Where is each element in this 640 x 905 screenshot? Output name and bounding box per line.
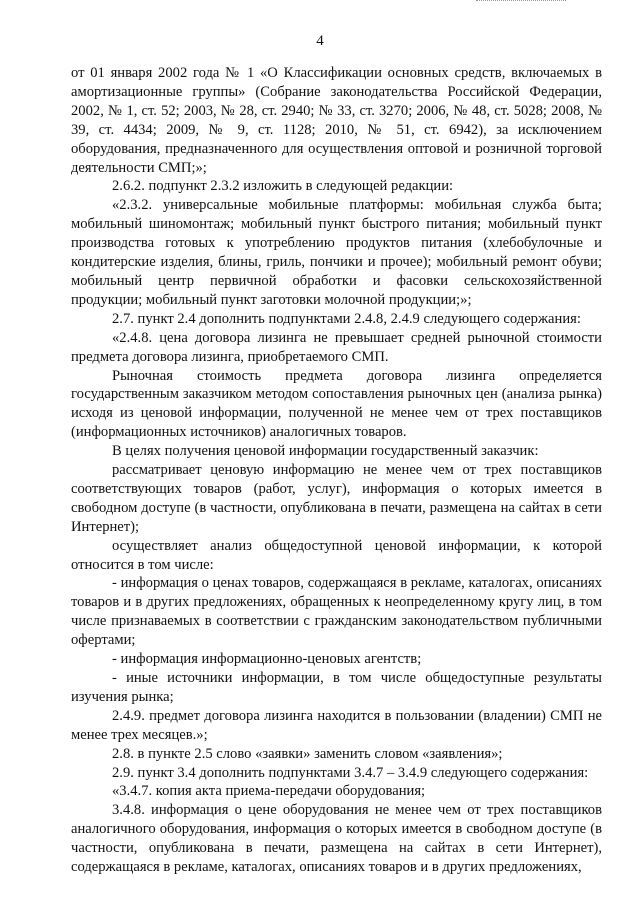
page-number: 4 — [316, 33, 324, 49]
scan-edge-mark — [476, 0, 566, 2]
paragraph-3-4-7: «3.4.7. копия акта приема-передачи оборудования; — [112, 783, 426, 800]
paragraph-price-info-purpose: В целях получения ценовой информации государственный заказчик: — [112, 443, 539, 460]
paragraph-2-6-2: 2.6.2. подпункт 2.3.2 изложить в следующей редакции: — [112, 178, 454, 195]
list-item-other-sources: - иные источники информации, в том числе общедоступные результаты изучения рынка; — [71, 670, 602, 705]
paragraph-2-7: 2.7. пункт 2.4 дополнить подпунктами 2.4.8, 2.4.9 следующего содержания: — [112, 310, 581, 327]
paragraph-analyzes-public-info: осуществляет анализ общедоступной ценовой информации, к которой относится в том числе: — [71, 537, 602, 573]
paragraph-2-4-9: 2.4.9. предмет договора лизинга находится в пользовании (владении) СМП не менее трех месяцев.»; — [71, 707, 602, 743]
paragraph-3-4-8: 3.4.8. информация о цене оборудования не менее чем от трех поставщиков аналогичного оборудования, информация о которых имеется в свободном доступе (в частности, опубликована в печати, размещена на сайтах в сети Интернет), содержащаяся в рекламе, каталогах, описаниях товаров и в других предложениях, — [71, 802, 602, 876]
paragraph-classification-reference: от 01 января 2002 года № 1 «О Классификации основных средств, включаемых в амортизационные группы» (Собрание законодательства Российской Федерации, 2002, № 1, ст. 52; 2003, № 28, ст. 2940; № 33, ст. 3270; 2006, № 48, ст. 5028; 2008, № 39, ст. 4434; 2009, № 9, ст. 1128; 2010, № 51, ст. 6942), за исключением оборудования, предназначенного для осуществления оптовой и розничной торговой деятельности СМП;»; — [71, 65, 602, 176]
paragraph-reviews-price-info: рассматривает ценовую информацию не менее чем от трех поставщиков соответствующих товаров (работ, услуг), информация о которых имеется в свободном доступе (в частности, опубликована в печати, размещена на сайтах в сети Интернет); — [71, 462, 602, 535]
paragraph-2-8: 2.8. в пункте 2.5 слово «заявки» заменить словом «заявления»; — [112, 745, 503, 762]
document-body — [71, 64, 602, 877]
paragraph-2-4-8-leasing-price: «2.4.8. цена договора лизинга не превышает средней рыночной стоимости предмета договора лизинга, приобретаемого СМП. — [71, 329, 602, 365]
paragraph-2-3-2-mobile-platforms: «2.3.2. универсальные мобильные платформы: мобильная служба быта; мобильный шиномонтаж; мобильный пункт быстрого питания; мобильный пункт производства готовых к употреблению продуктов питания (хлебобулочные и кондитерские изделия, блины, гриль, пончики и прочее); мобильный ремонт обуви; мобильный центр первичной обработки и фасовки сельскохозяйственной продукции; мобильный пункт заготовки молочной продукции;»; — [71, 197, 602, 308]
paragraph-2-9: 2.9. пункт 3.4 дополнить подпунктами 3.4.7 – 3.4.9 следующего содержания: — [112, 764, 589, 781]
paragraph-market-value: Рыночная стоимость предмета договора лизинга определяется государственным заказчиком методом сопоставления рыночных цен (анализа рынка) исходя из ценовой информации, полученной не менее чем от трех поставщиков (информационных источников) аналогичных товаров. — [71, 367, 602, 441]
list-item-price-agencies: - информация информационно-ценовых агентств; — [112, 651, 422, 668]
list-item-advertising-prices: - информация о ценах товаров, содержащаяся в рекламе, каталогах, описаниях товаров и в других предложениях, обращенных к неопределенному кругу лиц, в том числе признаваемых в соответствии с гражданским законодательством публичными офертами; — [71, 575, 602, 649]
